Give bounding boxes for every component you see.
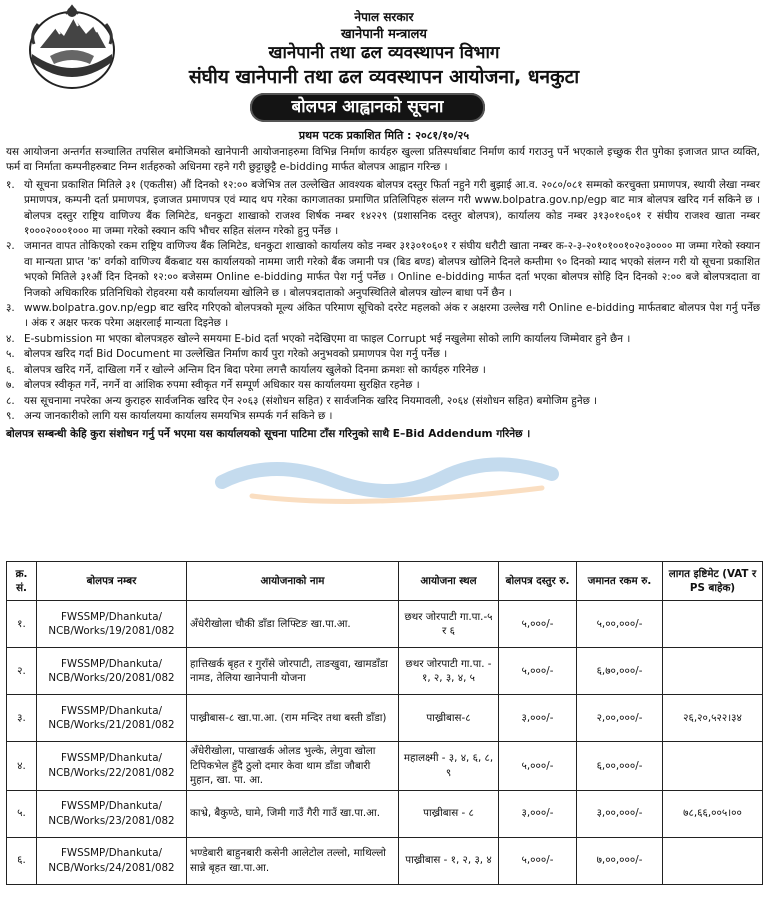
col-header-location: आयोजना स्थल — [399, 562, 499, 601]
condition-number: २. — [6, 240, 15, 253]
cell-sn: ३. — [7, 695, 37, 742]
condition-number: ४. — [6, 332, 15, 345]
col-header-bid-fee: बोलपत्र दस्तुर रु. — [499, 562, 577, 601]
col-header-security: जमानत रकम रु. — [577, 562, 663, 601]
condition-number: ८. — [6, 394, 15, 407]
condition-number: ३. — [6, 302, 15, 315]
condition-text: यस सूचनामा नपरेका अन्य कुराहरु सार्वजनिक खरिद ऐन २०६३ (संशोधन सहित) र सार्वजनिक खरिद नियमावली, २०६४ (संशोधन सहित) बमोजिम हुनेछ । — [24, 394, 598, 407]
cell-bid-fee: ५,०००/- — [499, 648, 577, 695]
condition-item — [6, 378, 760, 393]
condition-item — [6, 239, 760, 301]
cell-security: ६,७०,०००/- — [577, 648, 663, 695]
condition-number: ५. — [6, 348, 15, 361]
table-row — [7, 601, 763, 648]
condition-number: ७. — [6, 379, 15, 392]
condition-text: बोलपत्र खरिद गर्ने, दाखिला गर्ने र खोल्ने अन्तिम दिन बिदा परेमा लगत्तै कार्यालय खुलेको दिनमा क्रमशः सो कार्यहरु गरिनेछ । — [24, 363, 486, 376]
condition-text: E-submission मा भएका बोलपत्रहरु खोल्ने समयमा E-bid दर्ता भएको नदेखिएमा वा फाइल Corrupt भई नखुलेमा सोको लागि कार्यालय जिम्मेवार हुने छैन । — [24, 332, 631, 345]
condition-item — [6, 347, 760, 362]
cell-security: २,००,०००/- — [577, 695, 663, 742]
header-ministry: खानेपानी मन्त्रालय — [341, 27, 427, 42]
header-government: नेपाल सरकार — [354, 10, 414, 24]
cell-location: पाख्रीबास - ८ — [399, 790, 499, 837]
cell-bid-number: FWSSMP/Dhankuta/ NCB/Works/21/2081/082 — [37, 695, 187, 742]
condition-item — [6, 363, 760, 378]
col-header-bid-number: बोलपत्र नम्बर — [37, 562, 187, 601]
cell-project-name: अँधेरीखोला, पाखाखर्क ओलड भुल्के, लेगुवा खोला टिपिकभेल हुँदै ठुलो दमार केवा थाम डाँडा जौबारी मुहान, खा. पा. आ. — [187, 742, 399, 791]
cell-project-name: भण्डेबारी बाहुनबारी कसेनी आलेटोल तल्लो, माथिल्लो सान्ने बृहत खा.पा.आ. — [187, 837, 399, 884]
cell-bid-number: FWSSMP/Dhankuta/ NCB/Works/20/2081/082 — [37, 648, 187, 695]
col-header-estimate: लागत इष्टिमेट (VAT र PS बाहेक) — [663, 562, 763, 601]
cell-bid-number: FWSSMP/Dhankuta/ NCB/Works/22/2081/082 — [37, 742, 187, 791]
cell-estimate: ७८,६६,००५।०० — [663, 790, 763, 837]
publication-date: प्रथम पटक प्रकाशित मिति : २०८१/१०/२५ — [298, 129, 470, 142]
table-row — [7, 790, 763, 837]
condition-number: ६. — [6, 363, 15, 376]
cell-bid-fee: ३,०००/- — [499, 695, 577, 742]
table-row — [7, 837, 763, 884]
condition-item — [6, 332, 760, 347]
condition-number: ९. — [6, 409, 15, 422]
cell-bid-number: FWSSMP/Dhankuta/ NCB/Works/19/2081/082 — [37, 601, 187, 648]
cell-bid-number: FWSSMP/Dhankuta/ NCB/Works/23/2081/082 — [37, 790, 187, 837]
col-header-project-name: आयोजनाको नाम — [187, 562, 399, 601]
addendum-note: बोलपत्र सम्बन्धी केहि कुरा संशोधन गर्नु पर्ने भएमा यस कार्यालयको सूचना पाटिमा टाँस गरिनुको साथै E–Bid Addendum गरिनेछ । — [6, 428, 531, 441]
cell-sn: १. — [7, 601, 37, 648]
cell-location: छथर जोरपाटी गा.पा. - १, २, ३, ४, ५ — [399, 648, 499, 695]
table-row — [7, 742, 763, 791]
cell-sn: २. — [7, 648, 37, 695]
condition-item — [6, 394, 760, 409]
condition-text: जमानत वापत तोकिएको रकम राष्ट्रिय वाणिज्य बैंक लिमिटेड, धनकुटा शाखाको कार्यालय कोड नम्बर ३१३०१०६०१ र संघीय धरौटी खाता नम्बर क-२-३-२०१०१००१०२०३०००० मा जम्मा गरेको स्क्यान वा मान्यता प्राप्त 'क' वर्गको वाणिज्य बैंकबाट यस कार्यालयको नाममा जारी गरेको बैंक जमानी पत्र (बिड बण्ड) बोलपत्र खोलिने दिनले कम्तीमा ९० दिनको म्याद भएको संलग्न गरी यो सूचना प्रकाशित भएको मितिले ३१औं दिन दिनको १२:०० बजेसम्म Online e-bidding मार्फत पेश गर्नु पर्नेछ । Online e-bidding मार्फत दर्ता भएका बोलपत्र सोहि दिन दिनको २:०० बजे बोलपत्रदाता वा निजको अधिकारिक प्रतिनिधिको रोहवरमा यसै कार्यालयमा खोलिने छ । बोलपत्रदाताको अनुपस्थितिले बोलपत्र खोल्न बाधा पर्ने छैन । — [24, 240, 760, 299]
cell-sn: ६. — [7, 837, 37, 884]
cell-estimate — [663, 648, 763, 695]
cell-estimate — [663, 837, 763, 884]
cell-project-name: अँधेरीखोला चौकी डाँडा लिफ्टिङ खा.पा.आ. — [187, 601, 399, 648]
col-header-sn: क्र. सं. — [7, 562, 37, 601]
cell-bid-number: FWSSMP/Dhankuta/ NCB/Works/24/2081/082 — [37, 837, 187, 884]
cell-sn: ४. — [7, 742, 37, 791]
cell-bid-fee: ५,०००/- — [499, 837, 577, 884]
cell-bid-fee: ५,०००/- — [499, 601, 577, 648]
condition-text: बोलपत्र खरिद गर्दा Bid Document मा उल्लेखित निर्माण कार्य पुरा गरेको अनुभवको प्रमाणपत्र पेश गर्नु पर्नेछ । — [24, 348, 448, 361]
header-project-office: संघीय खानेपानी तथा ढल व्यवस्थापन आयोजना, धनकुटा — [188, 66, 580, 88]
table-row — [7, 695, 763, 742]
cell-bid-fee: ३,०००/- — [499, 790, 577, 837]
cell-project-name: काभ्रे, बैकुण्ठे, घामे, जिमी गाउँ गैरी गाउँ खा.पा.आ. — [187, 790, 399, 837]
cell-security: ६,००,०००/- — [577, 742, 663, 791]
condition-number: १. — [6, 178, 15, 191]
condition-item — [6, 178, 760, 240]
condition-item — [6, 409, 760, 424]
watermark-logo-icon — [212, 452, 562, 512]
cell-security: ७,००,०००/- — [577, 837, 663, 884]
cell-estimate: २६,२०,५२२।३४ — [663, 695, 763, 742]
header-department: खानेपानी तथा ढल व्यवस्थापन विभाग — [268, 43, 500, 63]
cell-location: पाख्रीबास - १, २, ३, ४ — [399, 837, 499, 884]
cell-location: महालक्ष्मी - ३, ४, ६, ८, ९ — [399, 742, 499, 791]
condition-text: अन्य जानकारीको लागि यस कार्यालयमा कार्यालय समयभित्र सम्पर्क गर्न सकिने छ । — [24, 409, 333, 422]
cell-location: पाख्रीबास-८ — [399, 695, 499, 742]
notice-body — [6, 145, 760, 443]
bid-table — [6, 561, 763, 885]
condition-text: www.bolpatra.gov.np/egp बाट खरिद गरिएको बोलपत्रको मूल्य अंकित परिमाण सूचिको दररेट महलको अंक र अक्षरमा उल्लेख गरी Online e-bidding मार्फतबाट बोलपत्र पेश गर्नु पर्नेछ । अंक र अक्षर फरक परेमा अक्षरलाई मान्यता दिइनेछ । — [24, 302, 760, 330]
notice-intro: यस आयोजना अन्तर्गत सञ्चालित तपसिल बमोजिमको खानेपानी आयोजनाहरुमा विभिन्न निर्माण कार्यहरु खुल्ला प्रतिस्पर्धाबाट निर्माण कार्य गराउनु पर्ने भएकाले इच्छुक रीत पुगेका इजाजत प्राप्त व्यक्ति, फर्म वा निर्माता कम्पनीहरुबाट निम्न शर्तहरुको अधिनमा रहने गरी छुट्टाछुट्टै e-bidding मार्फत बोलपत्र आह्वान गरिन्छ । — [6, 146, 760, 174]
cell-project-name: पाख्रीबास-८ खा.पा.आ. (राम मन्दिर तथा बस्ती डाँडा) — [187, 695, 399, 742]
cell-estimate — [663, 601, 763, 648]
notice-title-banner: बोलपत्र आह्वानको सूचना — [250, 93, 485, 122]
cell-security: ५,००,०००/- — [577, 601, 663, 648]
table-header-row — [7, 562, 763, 601]
cell-project-name: हात्तिखर्क बृहत र गुराँसे जोरपाटी, ताङखुवा, खामडाँडा नामड, तेलिया खानेपानी योजना — [187, 648, 399, 695]
cell-sn: ५. — [7, 790, 37, 837]
condition-text: बोलपत्र स्वीकृत गर्ने, नगर्ने वा आंशिक रुपमा स्वीकृत गर्ने सम्पूर्ण अधिकार यस कार्यालयमा सुरक्षित रहनेछ । — [24, 379, 420, 392]
condition-item — [6, 301, 760, 332]
cell-estimate — [663, 742, 763, 791]
cell-bid-fee: ५,०००/- — [499, 742, 577, 791]
cell-security: ३,००,०००/- — [577, 790, 663, 837]
condition-text: यो सूचना प्रकाशित मितिले ३१ (एकतीस) औं दिनको १२:०० बजेभित्र तल उल्लेखित आवश्यक बोलपत्र दस्तुर फिर्ता नहुने गरी बुझाई आ.व. २०८०/०८१ सम्मको करचुक्ता प्रमाणपत्र, स्थायी लेखा नम्बर प्रमाणपत्र, कम्पनी दर्ता प्रमाणपत्र, इजाजत प्रमाणपत्र एवं म्याद थप गरेका कागजातका प्रमाणित प्रतिलिपिहरु संलग्न गरी www.bolpatra.gov.np/egp बाट मात्र बोलपत्र खरिद गर्न सकिने छ । बोलपत्र दस्तुर राष्ट्रिय वाणिज्य बैंक लिमिटेड, धनकुटा शाखाको राजश्व शिर्षक नम्बर १४२२९ (प्रशासनिक दस्तुर बोलपत्र), कार्यालय कोड नम्बर ३१३०१०६०१ र संघीय राजश्व खाता नम्बर १०००२०००१००० मा जम्मा गरेको स्क्यान कपि भौचर सहित संलग्न गरेको हुनु पर्नेछ । — [24, 178, 760, 238]
cell-location: छथर जोरपाटी गा.पा.-५ र ६ — [399, 601, 499, 648]
table-row — [7, 648, 763, 695]
